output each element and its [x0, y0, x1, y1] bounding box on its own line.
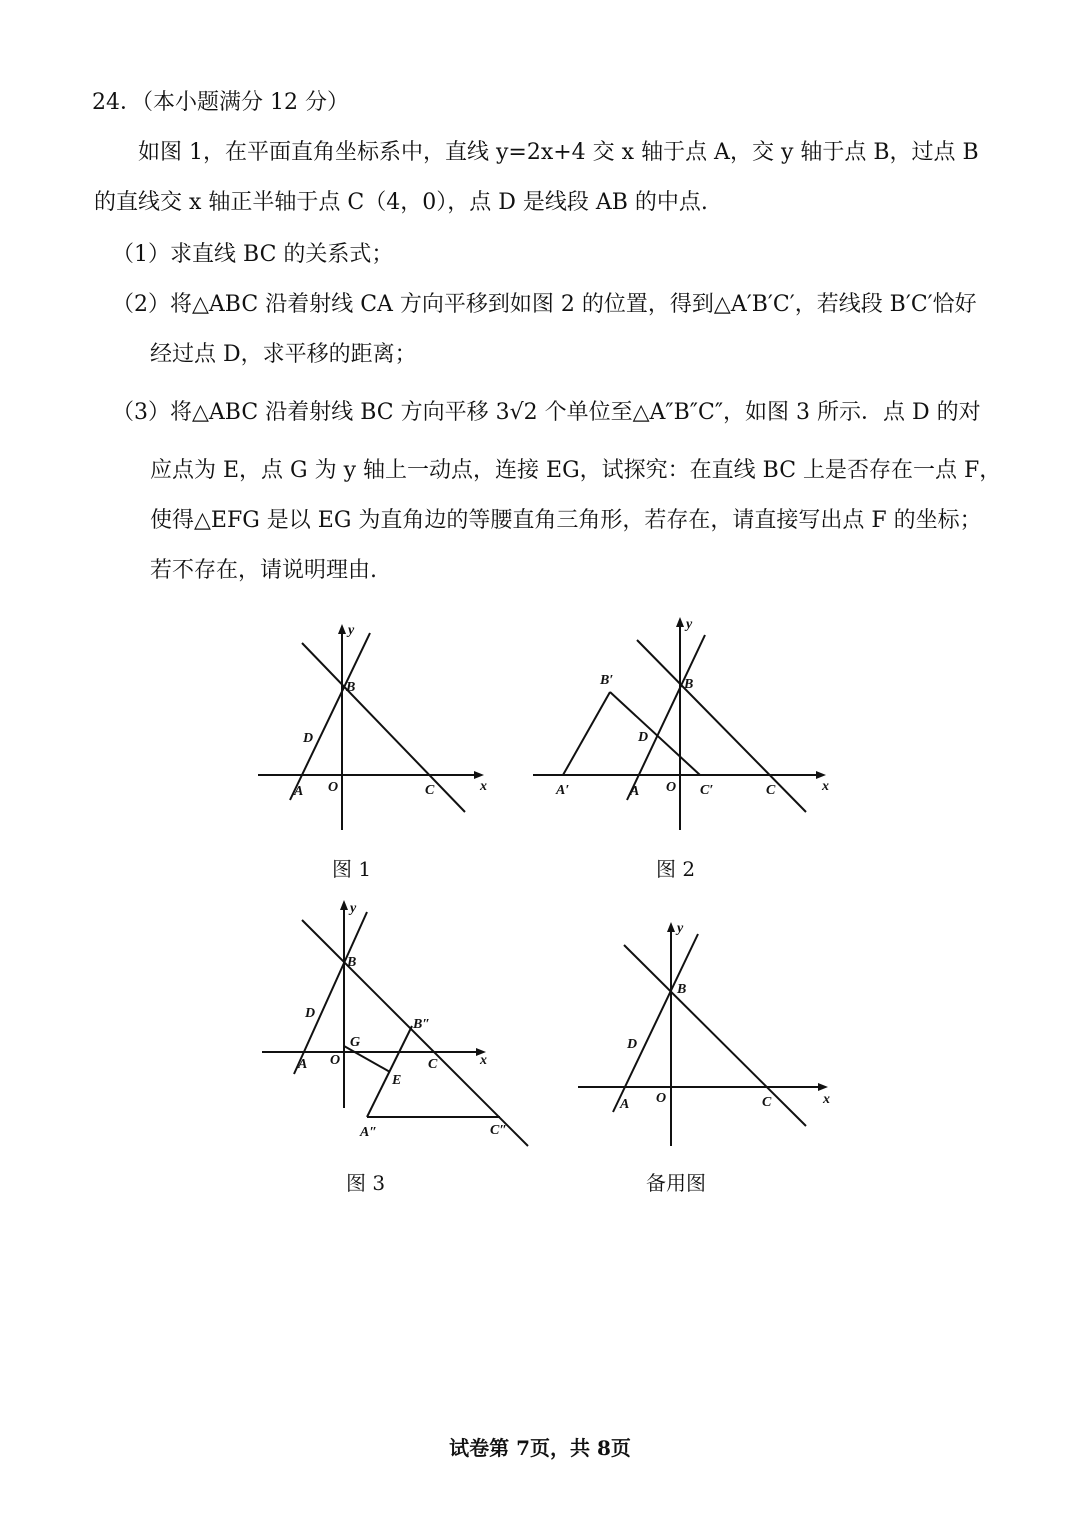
fig1-label-a: A [294, 784, 304, 799]
part-2-line-2: 经过点 D，求平移的距离； [150, 342, 417, 367]
fig4-line-ab [613, 934, 698, 1112]
part-2-line-1: （2）将△ABC 沿着射线 CA 方向平移到如图 2 的位置，得到△A′B′C′，若线段 B′C′恰好 [112, 292, 977, 317]
fig2-label-c1: C′ [700, 783, 714, 798]
fig3-label-a2: A″ [360, 1125, 378, 1140]
part-3-line-2: 应点为 E，点 G 为 y 轴上一动点，连接 EG，试探究：在直线 BC 上是否存在一点 F， [150, 458, 1002, 483]
fig4-x-arrow [818, 1083, 828, 1091]
fig2-label-b: B [684, 677, 694, 692]
fig2-label-b1: B′ [600, 673, 614, 688]
part-3-line-4: 若不存在，请说明理由. [150, 558, 377, 583]
fig1-label-d: D [303, 731, 314, 746]
question-number: 24． [92, 90, 142, 115]
intro-line-1: 如图 1，在平面直角坐标系中，直线 y=2x+4 交 x 轴于点 A，交 y 轴于点 B，过点 B [138, 140, 979, 165]
part-3-line-3: 使得△EFG 是以 EG 为直角边的等腰直角三角形，若存在，请直接写出点 F 的坐标； [150, 508, 982, 533]
fig2-label-o: O [666, 780, 677, 795]
fig2-label-d: D [638, 730, 649, 745]
fig3-label-b: B [347, 955, 357, 970]
fig3-label-c: C [428, 1057, 438, 1072]
fig4-label-c: C [762, 1095, 772, 1110]
fig4-line-bc [624, 945, 806, 1126]
fig2-label-c: C [766, 783, 776, 798]
fig2-label-x: x [822, 779, 829, 794]
fig1-label-b: B [346, 680, 356, 695]
fig2-label-a1: A′ [556, 783, 570, 798]
fig2-label-y: y [686, 617, 693, 632]
part-1: （1）求直线 BC 的关系式； [112, 242, 394, 267]
fig4-y-arrow [667, 922, 675, 932]
fig3-label-b2: B″ [413, 1017, 431, 1032]
page-footer: 试卷第 7页，共 8页 [449, 1436, 631, 1460]
figure-2-caption: 图 2 [656, 857, 696, 881]
fig4-label-a: A [620, 1097, 630, 1112]
fig2-label-a: A [630, 784, 640, 799]
fig3-label-d: D [305, 1006, 316, 1021]
fig3-label-y: y [350, 901, 357, 916]
fig1-label-c: C [425, 783, 435, 798]
fig1-label-y: y [348, 623, 355, 638]
fig3-label-o: O [330, 1053, 341, 1068]
intro-line-2: 的直线交 x 轴正半轴于点 C（4，0），点 D 是线段 AB 的中点. [94, 190, 708, 215]
fig3-label-c2: C″ [490, 1123, 508, 1138]
fig1-label-o: O [328, 780, 339, 795]
part-3-line-1: （3）将△ABC 沿着射线 BC 方向平移 3√2 个单位至△A″B″C″，如图 3 所示．点 D 的对 [112, 400, 981, 425]
fig4-label-b: B [677, 982, 687, 997]
score-note: （本小题满分 12 分） [142, 90, 349, 115]
fig4-label-y: y [677, 921, 684, 936]
fig4-label-x: x [823, 1092, 830, 1107]
fig4-label-d: D [627, 1037, 638, 1052]
figure-4-caption: 备用图 [646, 1171, 706, 1195]
fig4-label-o: O [656, 1091, 667, 1106]
fig3-label-g: G [350, 1035, 361, 1050]
fig3-label-e: E [392, 1073, 402, 1088]
figure-1-caption: 图 1 [332, 857, 372, 881]
figure-3-caption: 图 3 [346, 1171, 386, 1195]
fig1-label-x: x [480, 779, 487, 794]
fig3-label-x: x [480, 1053, 487, 1068]
fig3-label-a: A [298, 1057, 308, 1072]
